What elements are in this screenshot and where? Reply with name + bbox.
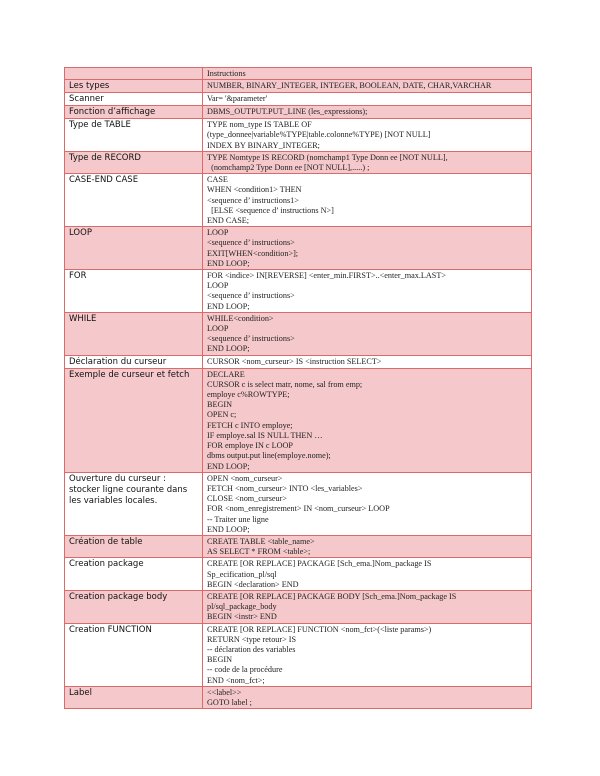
syntax-line: END LOOP; xyxy=(207,301,250,311)
syntax-line: CREATE [OR REPLACE] FUNCTION <nom_fct>(<liste params>) xyxy=(207,624,432,634)
syntax-line: dbms output.put line(employe.nome); xyxy=(207,451,331,461)
construct-name-cell: WHILE xyxy=(65,312,203,355)
syntax-cell xyxy=(203,227,532,270)
syntax-cell xyxy=(203,590,532,623)
syntax-line: LOOP xyxy=(207,228,229,238)
syntax-line: employe c%ROWTYPE; xyxy=(207,390,290,400)
table-row xyxy=(65,227,532,270)
syntax-line: EXIT[WHEN<condition>]; xyxy=(207,248,299,258)
syntax-line: <sequence d’ instructions> xyxy=(207,334,295,344)
construct-name-cell: CASE-END CASE xyxy=(65,174,203,227)
syntax-cell xyxy=(203,558,532,591)
syntax-cell xyxy=(203,368,532,472)
table-row xyxy=(65,368,532,472)
syntax-line: RETURN <type retour> IS xyxy=(207,634,297,644)
syntax-line: GOTO label ; xyxy=(207,697,252,707)
syntax-line: CURSOR c is select matr, nome, sal from emp; xyxy=(207,379,363,389)
syntax-line: FOR employe IN c LOOP xyxy=(207,441,293,451)
syntax-line: CREATE TABLE <table_name> xyxy=(207,536,315,546)
syntax-line: AS SELECT * FROM <table>; xyxy=(207,547,311,557)
table-row xyxy=(65,472,532,535)
syntax-line: END LOOP; xyxy=(207,524,250,534)
syntax-line: DBMS_OUTPUT.PUT_LINE (les_expressions); xyxy=(207,107,368,117)
syntax-line: -- code de la procédure xyxy=(207,665,283,675)
table-row xyxy=(65,590,532,623)
syntax-line: NUMBER, BINARY_INTEGER, INTEGER, BOOLEAN, DATE, CHAR,VARCHAR xyxy=(207,81,492,91)
syntax-line: BEGIN <instr> END xyxy=(207,612,277,622)
syntax-line: FOR <nom_enregistrement> IN <nom_curseur> LOOP xyxy=(207,504,390,514)
syntax-line: BEGIN xyxy=(207,400,233,410)
syntax-line: <sequence d’ instructions> xyxy=(207,291,295,301)
syntax-line: FETCH c INTO employe; xyxy=(207,420,293,430)
construct-name-cell: Type de TABLE xyxy=(65,119,203,152)
syntax-cell xyxy=(203,472,532,535)
syntax-line: BEGIN <declaration> END xyxy=(207,579,299,589)
table-row xyxy=(65,558,532,591)
construct-name-cell: Les types xyxy=(65,80,203,93)
syntax-line: CASE xyxy=(207,175,228,185)
syntax-line: [ELSE <sequence d’ instructions N>] xyxy=(207,205,334,215)
syntax-line: CREATE [OR REPLACE] PACKAGE [Sch_ema.]Nom_package IS xyxy=(207,559,432,569)
syntax-line: LOOP xyxy=(207,281,229,291)
syntax-cell xyxy=(203,174,532,227)
table-row xyxy=(65,119,532,152)
construct-name-cell: Scanner xyxy=(65,93,203,106)
table-row xyxy=(65,623,532,686)
construct-name-cell: Déclaration du curseur xyxy=(65,355,203,368)
syntax-cell xyxy=(203,80,532,93)
syntax-cell xyxy=(203,535,532,557)
construct-name-cell: Création de table xyxy=(65,535,203,557)
table-row xyxy=(65,174,532,227)
instructions-table xyxy=(64,67,532,709)
syntax-line: <<label>> xyxy=(207,687,242,697)
table-row xyxy=(65,312,532,355)
header-name-cell xyxy=(65,68,203,80)
syntax-line: WHILE<condition> xyxy=(207,313,274,323)
syntax-line: WHEN <condition1> THEN xyxy=(207,185,302,195)
table-row xyxy=(65,151,532,173)
syntax-cell xyxy=(203,270,532,313)
syntax-line: OPEN c; xyxy=(207,410,237,420)
syntax-cell xyxy=(203,623,532,686)
table-row xyxy=(65,270,532,313)
syntax-line: (nomchamp2 Type Donn ee [NOT NULL],.....) ; xyxy=(207,163,370,173)
table-row xyxy=(65,355,532,368)
construct-name-cell: Exemple de curseur et fetch xyxy=(65,368,203,472)
syntax-cell xyxy=(203,686,532,708)
syntax-line: END LOOP; xyxy=(207,344,250,354)
syntax-line: pl/sql_package_body xyxy=(207,602,277,612)
syntax-line: LOOP xyxy=(207,324,229,334)
construct-name-cell: Label xyxy=(65,686,203,708)
syntax-cell xyxy=(203,106,532,119)
syntax-line: CLOSE <nom_curseur> xyxy=(207,494,287,504)
syntax-line: TYPE Nomtype IS RECORD (nomchamp1 Type Donn ee [NOT NULL], xyxy=(207,152,448,162)
syntax-line: END LOOP; xyxy=(207,461,250,471)
table-body xyxy=(65,68,532,709)
syntax-line: CREATE [OR REPLACE] PACKAGE BODY [Sch_ema.]Nom_package IS xyxy=(207,591,457,601)
syntax-line: Sp_ecification_pl/sql xyxy=(207,569,277,579)
syntax-line: DECLARE xyxy=(207,369,245,379)
syntax-line: BEGIN xyxy=(207,655,233,665)
table-row xyxy=(65,686,532,708)
table-row xyxy=(65,93,532,106)
header-row xyxy=(65,68,532,80)
construct-name-cell: Fonction d’affichage xyxy=(65,106,203,119)
syntax-line: CURSOR <nom_curseur> IS <instruction SELECT> xyxy=(207,356,382,366)
construct-name-cell: LOOP xyxy=(65,227,203,270)
table-row xyxy=(65,80,532,93)
table-row xyxy=(65,106,532,119)
syntax-line: END LOOP; xyxy=(207,258,250,268)
syntax-line: INDEX BY BINARY_INTEGER; xyxy=(207,140,320,150)
syntax-line: Var= '&parameter' xyxy=(207,94,268,104)
construct-name-cell: Creation package xyxy=(65,558,203,591)
syntax-line: <sequence d’ instructions> xyxy=(207,238,295,248)
construct-name-cell: Ouverture du curseur : stocker ligne courante dans les variables locales. xyxy=(65,472,203,535)
syntax-line: <sequence d’ instructions1> xyxy=(207,195,299,205)
construct-name-cell: Creation FUNCTION xyxy=(65,623,203,686)
header-code-cell: Instructions xyxy=(203,68,532,80)
syntax-line: -- déclaration des variables xyxy=(207,644,296,654)
syntax-line: FOR <indice> IN[REVERSE] <enter_min.FIRST>..<enter_max.LAST> xyxy=(207,271,446,281)
syntax-line: IF employe.sal IS NULL THEN … xyxy=(207,430,323,440)
syntax-line: (type_donnee|variable%TYPE|table.colonne%TYPE) [NOT NULL] xyxy=(207,130,431,140)
syntax-cell xyxy=(203,151,532,173)
construct-name-cell: Creation package body xyxy=(65,590,203,623)
table-row xyxy=(65,535,532,557)
syntax-line: END <nom_fct>; xyxy=(207,675,265,685)
syntax-line: -- Traiter une ligne xyxy=(207,514,269,524)
syntax-line: TYPE nom_type IS TABLE OF xyxy=(207,120,312,130)
construct-name-cell: Type de RECORD xyxy=(65,151,203,173)
syntax-line: END CASE; xyxy=(207,216,250,226)
syntax-cell xyxy=(203,355,532,368)
syntax-cell xyxy=(203,93,532,106)
syntax-cell xyxy=(203,312,532,355)
construct-name-cell: FOR xyxy=(65,270,203,313)
syntax-line: FETCH <nom_curseur> INTO <les_variables> xyxy=(207,483,363,493)
syntax-line: OPEN <nom_curseur> xyxy=(207,473,283,483)
syntax-cell xyxy=(203,119,532,152)
